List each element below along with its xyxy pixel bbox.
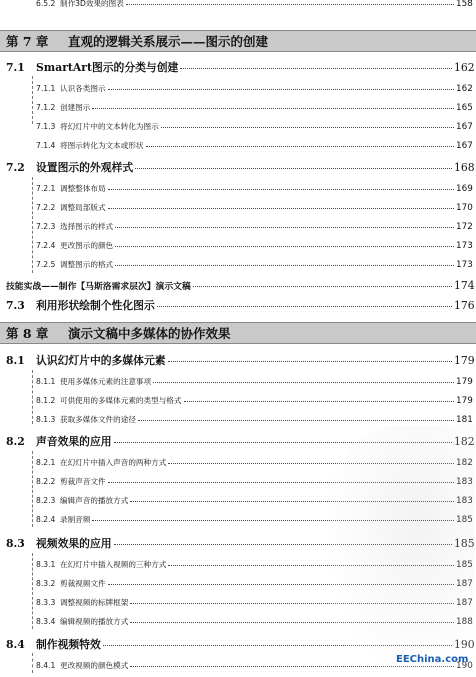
entry-number: 7.2.2 (36, 203, 56, 212)
entry-number: 7.1.4 (36, 141, 56, 150)
entry-title: 剪裁视频文件 (60, 579, 106, 588)
section-page: 190 (454, 638, 475, 651)
entry-page: 185 (456, 560, 473, 570)
leader-dots (146, 146, 454, 147)
section-title: 设置图示的外观样式 (36, 161, 134, 174)
leader-dots (193, 286, 452, 287)
leader-dots (92, 108, 454, 109)
section-title: 利用形状绘制个性化图示 (36, 299, 155, 312)
leader-dots (135, 168, 452, 169)
toc-entry[interactable] (36, 183, 472, 195)
section-number: 7.2 (6, 161, 25, 174)
leader-dots (108, 89, 454, 90)
leader-dots (161, 127, 454, 128)
toc-entry[interactable] (36, 376, 472, 388)
section-guide-line (32, 76, 33, 124)
entry-number: 8.1.3 (36, 415, 56, 424)
toc-entry[interactable] (36, 259, 472, 271)
entry-number: 6.5.2 (36, 0, 56, 8)
entry-page: 172 (456, 222, 473, 232)
chapter-title: 演示文稿中多媒体的协作效果 (68, 326, 231, 341)
entry-title: 调整图示的格式 (60, 260, 114, 269)
watermark-text: EEChina.com (396, 654, 469, 665)
entry-page: 173 (456, 241, 473, 251)
section-guide-line (32, 553, 33, 629)
toc-practice-entry[interactable] (6, 279, 475, 293)
section-page: 179 (454, 354, 475, 367)
entry-title: 调整整体布局 (60, 184, 106, 193)
entry-number: 8.2.2 (36, 477, 56, 486)
section-page: 182 (454, 435, 475, 448)
entry-title: 在幻灯片中插入声音的两种方式 (60, 458, 167, 467)
entry-number: 8.1.1 (36, 377, 56, 386)
entry-number: 8.3.2 (36, 579, 56, 588)
entry-number: 7.2.4 (36, 241, 56, 250)
entry-title: 制作3D效果的图表 (60, 0, 124, 8)
entry-number: 8.1.2 (36, 396, 56, 405)
toc-entry[interactable] (36, 240, 472, 252)
entry-page: 187 (456, 579, 473, 589)
entry-title: 录制音频 (60, 515, 91, 524)
entry-page: 188 (456, 617, 473, 627)
section-title: 视频效果的应用 (36, 537, 112, 550)
toc-section-7-3[interactable] (6, 298, 475, 314)
practice-page: 174 (454, 279, 475, 292)
entry-page: 165 (456, 103, 473, 113)
entry-page: 179 (456, 377, 473, 387)
chapter-number: 第 8 章 (6, 326, 49, 341)
leader-dots (157, 306, 452, 307)
section-title: 制作视频特效 (36, 638, 101, 651)
toc-entry[interactable] (36, 83, 472, 95)
leader-dots (184, 401, 455, 402)
section-title: 声音效果的应用 (36, 435, 112, 448)
entry-number: 7.2.3 (36, 222, 56, 231)
entry-title: 可供使用的多媒体元素的类型与格式 (60, 396, 182, 405)
entry-title: 调整视频的标牌框架 (60, 598, 129, 607)
entry-page: 167 (456, 122, 473, 132)
toc-section-7-2[interactable] (6, 160, 475, 176)
section-number: 7.3 (6, 299, 25, 312)
entry-number: 8.2.1 (36, 458, 56, 467)
practice-title: 技能实战——制作【马斯洛需求层次】演示文稿 (6, 282, 191, 292)
entry-page: 185 (456, 515, 473, 525)
chapter-8-header[interactable] (0, 322, 476, 344)
leader-dots (168, 361, 452, 362)
entry-number: 8.3.3 (36, 598, 56, 607)
toc-entry[interactable] (36, 395, 472, 407)
entry-page: 162 (456, 84, 473, 94)
section-guide-line (32, 370, 33, 424)
entry-title: 获取多媒体文件的途径 (60, 415, 136, 424)
entry-number: 8.3.4 (36, 617, 56, 626)
section-number: 8.4 (6, 638, 25, 651)
leader-dots (108, 189, 454, 190)
toc-entry[interactable] (36, 140, 472, 152)
entry-number: 7.1.1 (36, 84, 56, 93)
entry-title: 剪裁声音文件 (60, 477, 106, 486)
section-number: 8.2 (6, 435, 25, 448)
entry-number: 8.3.1 (36, 560, 56, 569)
entry-page: 183 (456, 477, 473, 487)
entry-title: 更改图示的颜色 (60, 241, 114, 250)
entry-title: 将幻灯片中的文本转化为图示 (60, 122, 159, 131)
entry-title: 使用多媒体元素的注意事项 (60, 377, 152, 386)
section-title: SmartArt图示的分类与创建 (36, 61, 179, 74)
section-page: 162 (454, 61, 475, 74)
chapter-number: 第 7 章 (6, 34, 49, 49)
entry-number: 7.2.5 (36, 260, 56, 269)
entry-title: 更改视频的颜色模式 (60, 661, 129, 670)
entry-page: 183 (456, 496, 473, 506)
entry-page: 179 (456, 396, 473, 406)
entry-title: 创建图示 (60, 103, 91, 112)
entry-title: 将图示转化为文本或形状 (60, 141, 144, 150)
leader-dots (153, 382, 454, 383)
leader-dots (115, 246, 454, 247)
leader-dots (126, 4, 454, 5)
section-guide-line (32, 451, 33, 527)
toc-section-7-1[interactable] (6, 60, 475, 76)
entry-number: 7.1.2 (36, 103, 56, 112)
section-page: 168 (454, 161, 475, 174)
leader-dots (138, 420, 454, 421)
section-page: 176 (454, 299, 475, 312)
toc-entry[interactable] (36, 202, 472, 214)
section-guide-line (32, 653, 33, 673)
chapter-7-header[interactable] (0, 30, 476, 52)
entry-title: 认识各类图示 (60, 84, 106, 93)
entry-page: 181 (456, 415, 473, 425)
leader-dots (108, 208, 454, 209)
section-number: 8.3 (6, 537, 25, 550)
entry-page: 182 (456, 458, 473, 468)
section-number: 7.1 (6, 61, 25, 74)
entry-title: 编辑视频的播放方式 (60, 617, 129, 626)
entry-title: 调整局部版式 (60, 203, 106, 212)
toc-section-8-1[interactable] (6, 353, 475, 369)
section-title: 认识幻灯片中的多媒体元素 (36, 354, 166, 367)
entry-number: 7.1.3 (36, 122, 56, 131)
toc-entry[interactable] (36, 121, 472, 133)
leader-dots (180, 68, 452, 69)
entry-page: 158 (456, 0, 473, 9)
seal-stamp-image (330, 425, 475, 670)
entry-number: 8.2.3 (36, 496, 56, 505)
chapter-title: 直观的逻辑关系展示——图示的创建 (68, 34, 269, 49)
entry-number: 8.2.4 (36, 515, 56, 524)
toc-entry-6-5-2[interactable] (36, 0, 472, 10)
section-number: 8.1 (6, 354, 25, 367)
entry-page: 187 (456, 598, 473, 608)
leader-dots (115, 265, 454, 266)
entry-title: 选择图示的样式 (60, 222, 114, 231)
entry-title: 编辑声音的播放方式 (60, 496, 129, 505)
entry-title: 在幻灯片中插入视频的三种方式 (60, 560, 167, 569)
entry-page: 190 (456, 661, 473, 671)
toc-entry[interactable] (36, 221, 472, 233)
entry-number: 8.4.1 (36, 661, 56, 670)
entry-page: 173 (456, 260, 473, 270)
section-page: 185 (454, 537, 475, 550)
leader-dots (115, 227, 454, 228)
entry-page: 167 (456, 141, 473, 151)
toc-entry[interactable] (36, 102, 472, 114)
entry-page: 170 (456, 203, 473, 213)
entry-number: 7.2.1 (36, 184, 56, 193)
entry-page: 169 (456, 184, 473, 194)
section-guide-line (32, 177, 33, 273)
